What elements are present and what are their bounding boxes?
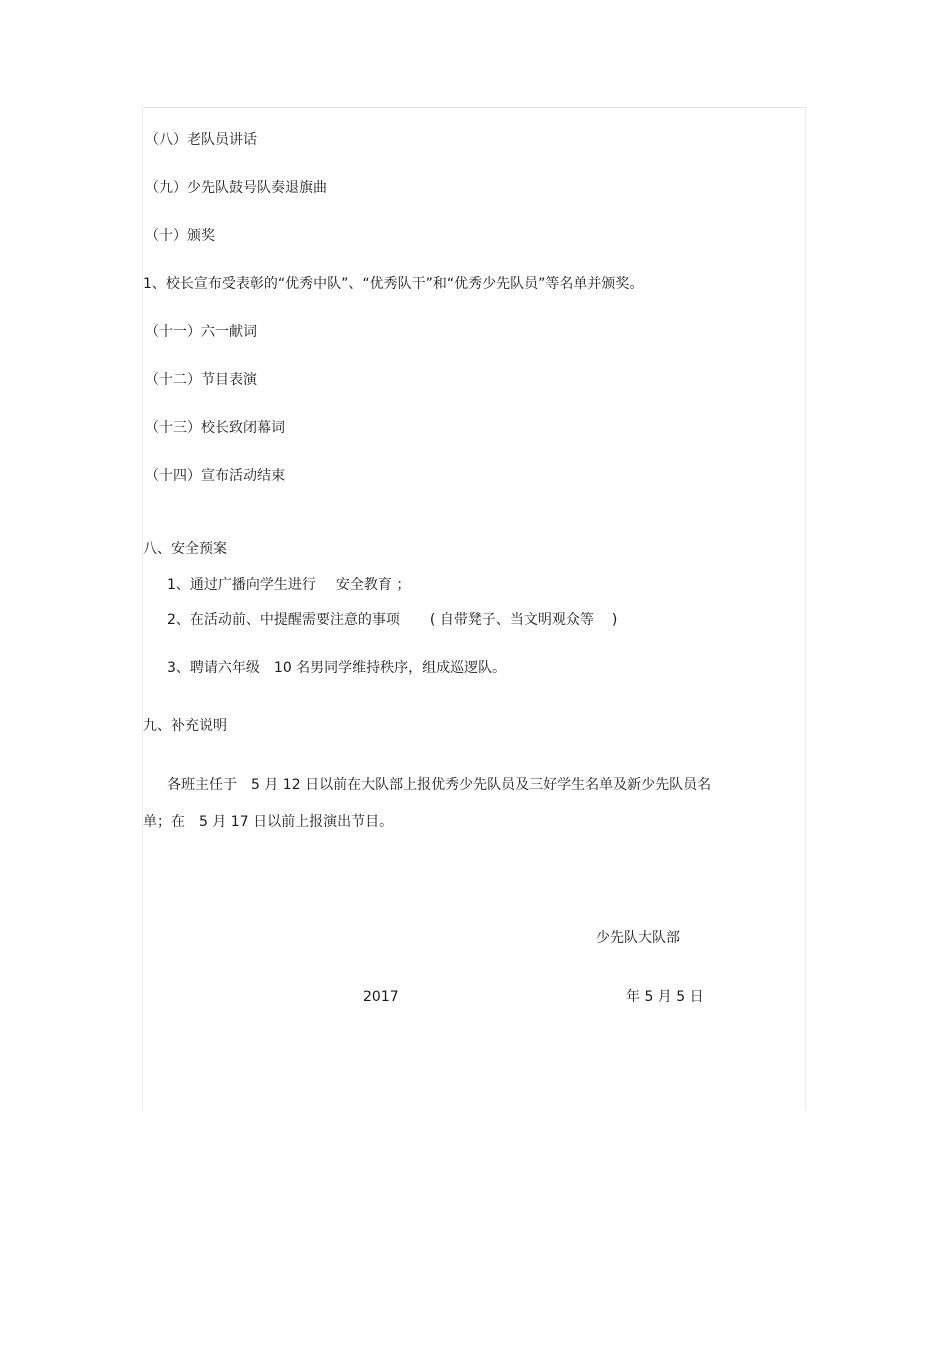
safety-item-1-text-a: 1、通过广播向学生进行 xyxy=(167,577,316,593)
safety-item-3-text-b: 10 名男同学维持秩序，组成巡逻队。 xyxy=(273,660,507,676)
safety-item-3-text-a: 3、聘请六年级 xyxy=(167,660,260,676)
agenda-item-8: （八）老队员讲话 xyxy=(145,132,257,148)
agenda-item-11: （十一）六一献词 xyxy=(145,324,257,340)
agenda-item-9: （九）少先队鼓号队奏退旗曲 xyxy=(145,180,327,196)
supplement-paragraph-line-2: 单；在 5 月 17 日以前上报演出节目。 xyxy=(143,814,394,830)
safety-item-1-text-b: 安全教育 ； xyxy=(335,577,411,593)
safety-item-3 xyxy=(167,659,506,677)
safety-item-2 xyxy=(167,611,617,629)
supplement-paragraph-line-1: 各班主任于 5 月 12 日以前在大队部上报优秀少先队员及三好学生名单及新少先队员名 xyxy=(167,777,712,793)
signature-org: 少先队大队部 xyxy=(596,930,680,946)
page-frame xyxy=(142,107,806,1111)
agenda-item-10: （十）颁奖 xyxy=(145,228,215,244)
signature-year: 2017 xyxy=(363,989,399,1005)
safety-item-2-text-a: 2、在活动前、中提醒需要注意的事项 xyxy=(167,612,400,628)
safety-heading: 八、安全预案 xyxy=(143,541,227,557)
signature-date: 年 5 月 5 日 xyxy=(626,989,704,1005)
safety-item-2-text-c: ) xyxy=(611,612,618,628)
supplement-heading: 九、补充说明 xyxy=(143,718,227,734)
safety-item-1 xyxy=(167,576,410,594)
safety-item-2-text-b: ( 自带凳子、当文明观众等 xyxy=(429,612,594,628)
agenda-item-14: （十四）宣布活动结束 xyxy=(145,468,285,484)
agenda-item-10-detail: 1、校长宣布受表彰的“优秀中队”、“优秀队干”和“优秀少先队员”等名单并颁奖。 xyxy=(143,276,644,292)
agenda-item-13: （十三）校长致闭幕词 xyxy=(145,420,285,436)
agenda-item-12: （十二）节目表演 xyxy=(145,372,257,388)
